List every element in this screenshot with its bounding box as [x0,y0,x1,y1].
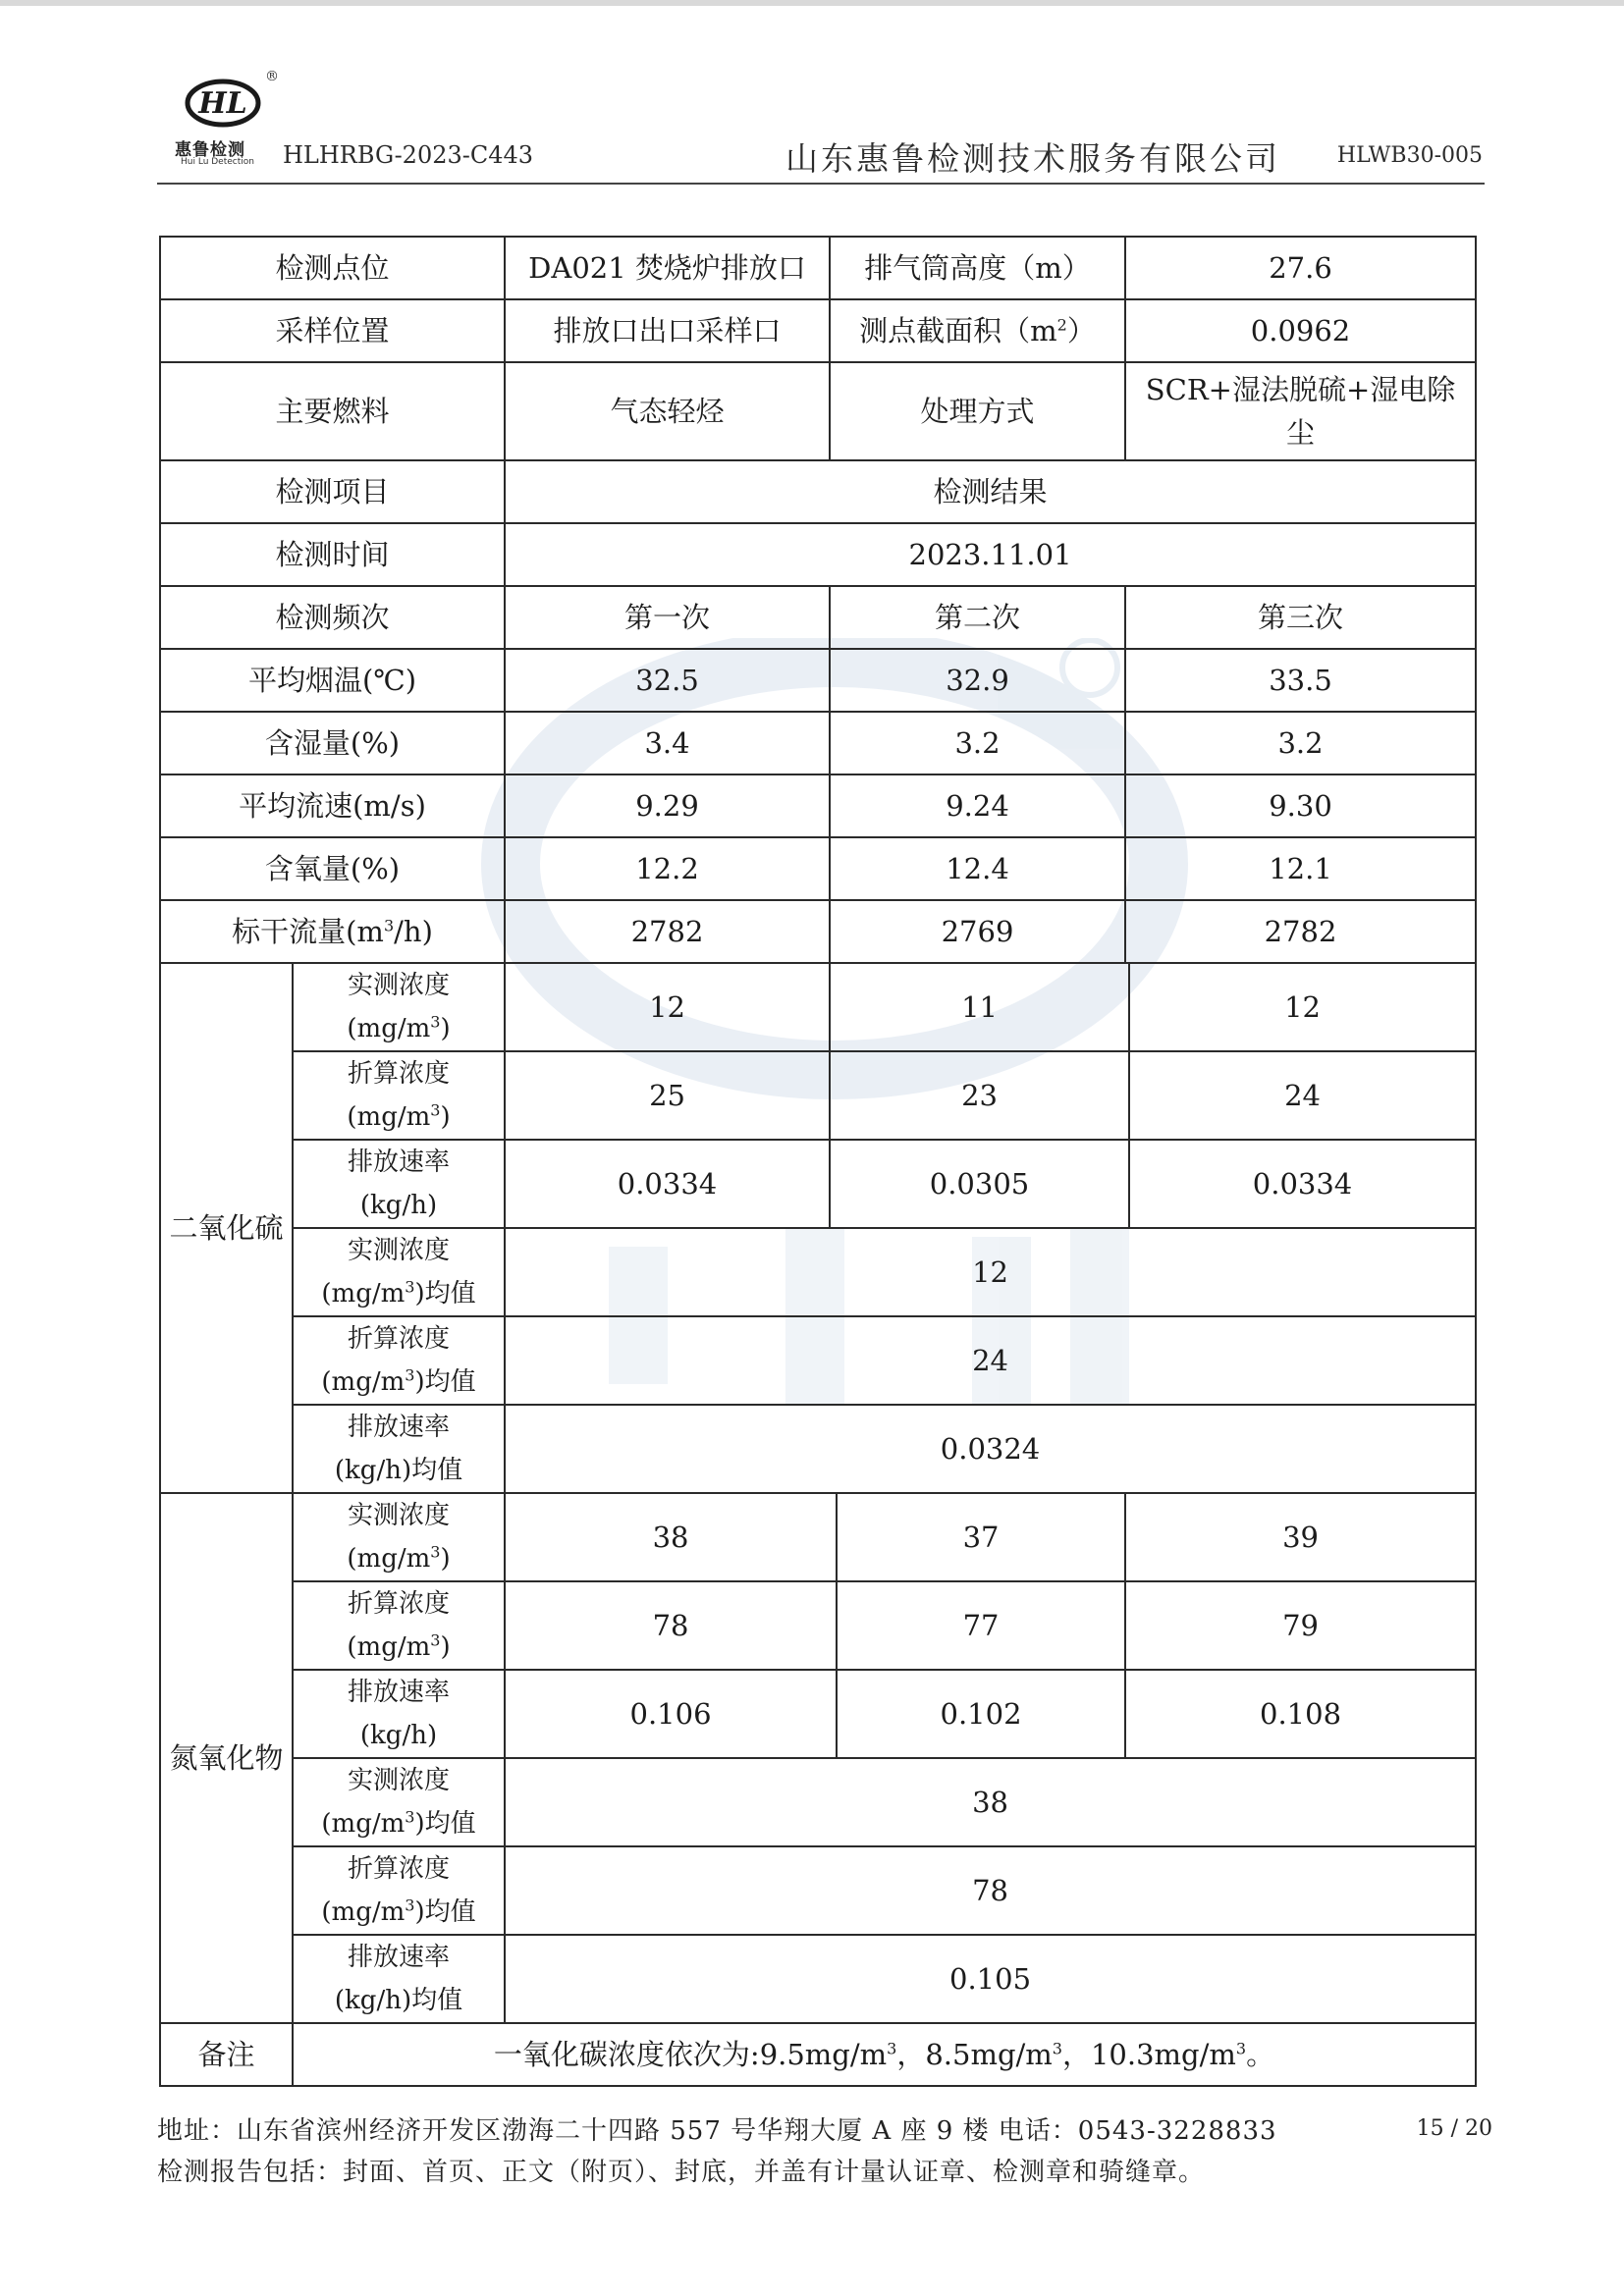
sampling-value: 排放口出口采样口 [505,299,830,362]
time-row [160,523,1476,586]
nox-avg-rate-row [160,1935,1476,2023]
param-label: 含氧量(%) [160,837,505,900]
param-value: 9.24 [830,774,1125,837]
run-2-label: 第二次 [830,586,1125,649]
param-value: 32.9 [830,649,1125,712]
logo-text-cn: 惠鲁检测 [175,140,245,160]
param-value: 3.2 [1125,712,1476,774]
so2-avg-measured-value: 12 [505,1228,1476,1316]
item-label: 检测项目 [160,460,505,523]
logo-text-en: Hui Lu Detection [181,157,254,167]
so2-converted-label: 折算浓度 $(mg/m^3)$ [293,1051,505,1140]
so2-converted-row [160,1051,1476,1140]
so2-avg-rate-label: 排放速率 (kg/h)均值 [293,1405,505,1493]
time-label: 检测时间 [160,523,505,586]
param-label: 标干流量$(m^3/h)$ [160,900,505,963]
nox-rate-value: 0.102 [837,1670,1125,1758]
so2-avg-measured-label: 实测浓度 $(mg/m^3)$均值 [293,1228,505,1316]
nox-measured-label: 实测浓度 $(mg/m^3)$ [293,1493,505,1581]
so2-rate-value: 0.0334 [1129,1140,1476,1228]
nox-avg-measured-value: 38 [505,1758,1476,1846]
nox-avg-measured-label: 实测浓度 $(mg/m^3)$均值 [293,1758,505,1846]
nox-converted-value: 79 [1125,1581,1476,1670]
result-label: 检测结果 [505,460,1476,523]
stack-height-value: 27.6 [1125,237,1476,299]
footer-address: 地址：山东省滨州经济开发区渤海二十四路 557 号华翔大厦 A 座 9 楼 电话：0543-3228833 [157,2116,1277,2146]
nox-avg-rate-label: 排放速率 (kg/h)均值 [293,1935,505,2023]
stack-height-label: 排气筒高度（m） [830,237,1125,299]
so2-avg-rate-value: 0.0324 [505,1405,1476,1493]
so2-avg-converted-row [160,1316,1476,1405]
param-value: 32.5 [505,649,830,712]
page-header [157,69,1483,185]
nox-rate-row [160,1670,1476,1758]
fuel-value: 气态轻烃 [505,362,830,460]
so2-rate-label: 排放速率 (kg/h) [293,1140,505,1228]
so2-rate-row [160,1140,1476,1228]
nox-rate-label: 排放速率 (kg/h) [293,1670,505,1758]
nox-converted-row [160,1581,1476,1670]
nox-avg-measured-row [160,1758,1476,1846]
emission-report-table [159,236,1477,2087]
so2-measured-value: 12 [505,963,830,1051]
company-name: 山东惠鲁检测技术服务有限公司 [785,139,1280,178]
treatment-label: 处理方式 [830,362,1125,460]
param-value: 3.4 [505,712,830,774]
param-row-oxygen [160,837,1476,900]
param-label: 含湿量(%) [160,712,505,774]
nox-measured-value: 39 [1125,1493,1476,1581]
param-row-flow [160,900,1476,963]
remarks-label: 备注 [160,2023,293,2086]
remarks-text: 一氧化碳浓度依次为$:9.5mg/m^3$，$8.5mg/m^3$，$10.3mg/m^3$。 [293,2023,1476,2086]
nox-measured-value: 37 [837,1493,1125,1581]
so2-avg-rate-row [160,1405,1476,1493]
area-label: 测点截面积$(m^2)$ [830,299,1125,362]
so2-measured-value: 12 [1129,963,1476,1051]
info-row-point [160,237,1476,299]
nox-converted-value: 78 [505,1581,837,1670]
frequency-label: 检测频次 [160,586,505,649]
nox-avg-converted-row [160,1846,1476,1935]
nox-measured-row [160,1493,1476,1581]
so2-avg-converted-value: 24 [505,1316,1476,1405]
param-row-moisture [160,712,1476,774]
so2-avg-measured-row [160,1228,1476,1316]
param-value: 12.1 [1125,837,1476,900]
param-value: 2769 [830,900,1125,963]
time-value: 2023.11.01 [505,523,1476,586]
header-rule [157,183,1485,185]
so2-converted-value: 24 [1129,1051,1476,1140]
so2-rate-value: 0.0305 [830,1140,1129,1228]
param-label: 平均流速(m/s) [160,774,505,837]
param-value: 9.30 [1125,774,1476,837]
fuel-label: 主要燃料 [160,362,505,460]
registered-mark: ® [265,69,279,84]
so2-measured-value: 11 [830,963,1129,1051]
point-label: 检测点位 [160,237,505,299]
param-value: 33.5 [1125,649,1476,712]
nox-rate-value: 0.106 [505,1670,837,1758]
area-value: 0.0962 [1125,299,1476,362]
nox-measured-value: 38 [505,1493,837,1581]
so2-measured-row [160,963,1476,1051]
so2-group-label: 二氧化硫 [160,963,293,1493]
param-row-temperature [160,649,1476,712]
nox-converted-value: 77 [837,1581,1125,1670]
nox-avg-rate-value: 0.105 [505,1935,1476,2023]
nox-group-label: 氮氧化物 [160,1493,293,2023]
so2-converted-value: 23 [830,1051,1129,1140]
point-value: DA021 焚烧炉排放口 [505,237,830,299]
frequency-row [160,586,1476,649]
nox-avg-converted-label: 折算浓度 $(mg/m^3)$均值 [293,1846,505,1935]
company-logo [167,69,280,175]
page-number: 15 / 20 [1416,2116,1492,2141]
run-3-label: 第三次 [1125,586,1476,649]
nox-avg-converted-value: 78 [505,1846,1476,1935]
so2-avg-converted-label: 折算浓度 $(mg/m^3)$均值 [293,1316,505,1405]
scan-edge [0,0,1624,6]
results-header-row [160,460,1476,523]
info-row-fuel [160,362,1476,460]
param-value: 2782 [505,900,830,963]
logo-initials: HL [198,86,247,121]
so2-measured-label: 实测浓度 $(mg/m^3)$ [293,963,505,1051]
info-row-sampling [160,299,1476,362]
remarks-row [160,2023,1476,2086]
footer-note: 检测报告包括：封面、首页、正文（附页）、封底，并盖有计量认证章、检测章和骑缝章。 [157,2158,1206,2187]
param-value: 9.29 [505,774,830,837]
param-value: 2782 [1125,900,1476,963]
param-row-velocity [160,774,1476,837]
param-label: 平均烟温(℃) [160,649,505,712]
nox-converted-label: 折算浓度 $(mg/m^3)$ [293,1581,505,1670]
sampling-label: 采样位置 [160,299,505,362]
report-number: HLHRBG-2023-C443 [283,141,534,169]
logo-emblem-icon [185,79,261,128]
so2-converted-value: 25 [505,1051,830,1140]
param-value: 3.2 [830,712,1125,774]
param-value: 12.2 [505,837,830,900]
so2-rate-value: 0.0334 [505,1140,830,1228]
run-1-label: 第一次 [505,586,830,649]
treatment-value: SCR+湿法脱硫+湿电除尘 [1125,362,1476,460]
form-number: HLWB30-005 [1336,143,1483,168]
param-value: 12.4 [830,837,1125,900]
nox-rate-value: 0.108 [1125,1670,1476,1758]
